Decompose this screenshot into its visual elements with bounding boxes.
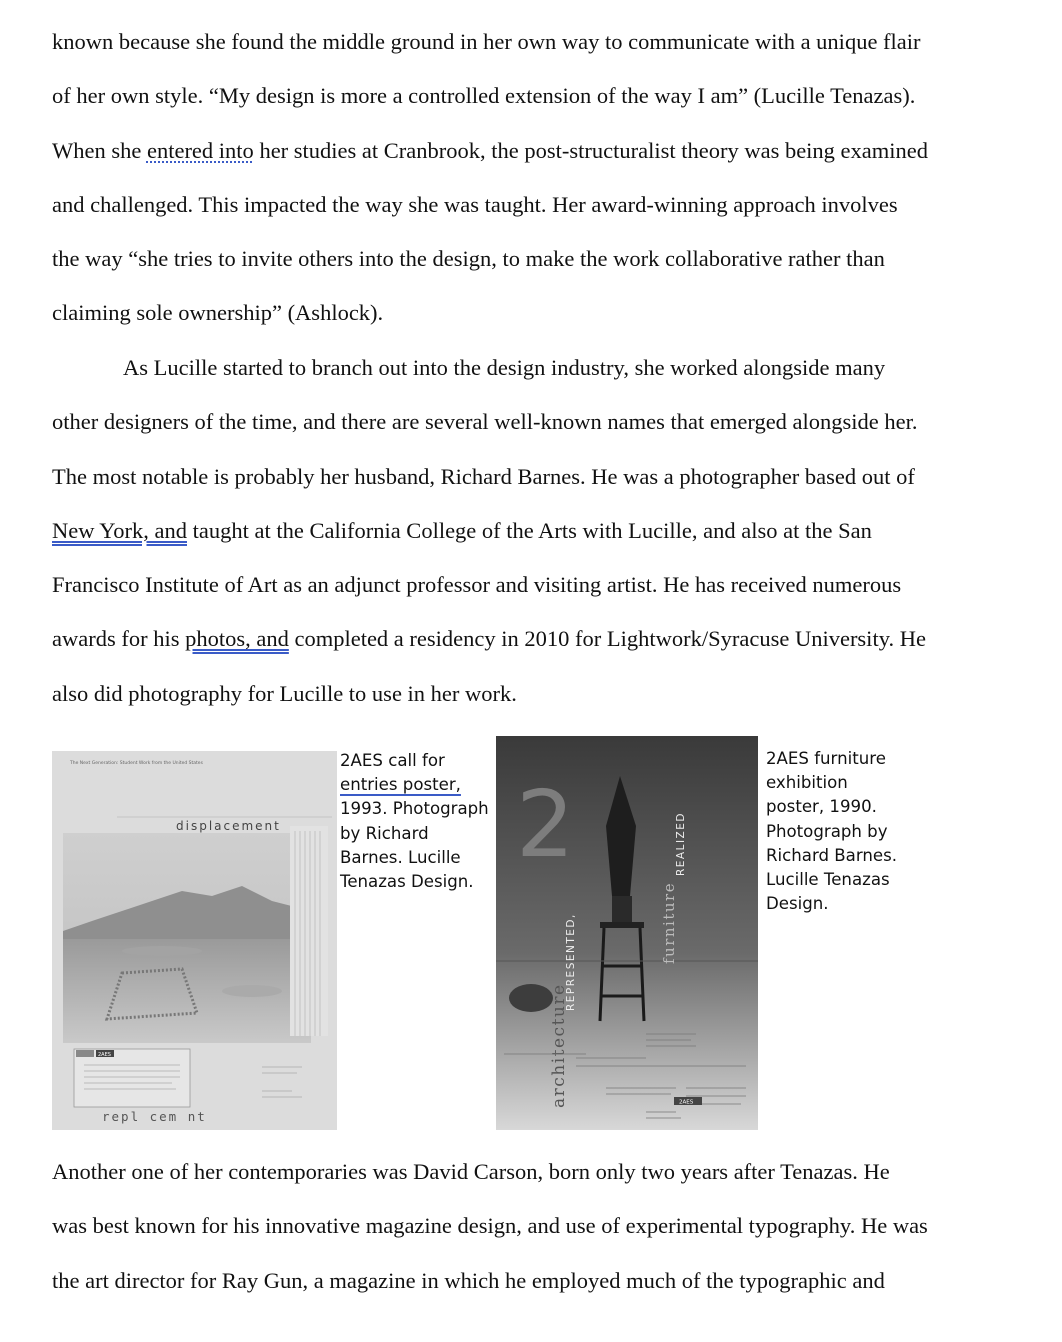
grammar-flag[interactable]: entered into — [146, 137, 254, 163]
caption-line: Tenazas Design. — [340, 872, 474, 892]
caption-line: 2AES furniture — [766, 749, 886, 768]
text-line: claiming sole ownership” (Ashlock). — [52, 300, 384, 326]
poster-image-furniture — [496, 736, 758, 1130]
text-line: other designers of the time, and there are several well-known names that emerged alongside her. — [52, 409, 918, 435]
text-line: and challenged. This impacted the way she was taught. Her award-winning approach involves — [52, 191, 898, 217]
caption-line: Lucille Tenazas — [766, 870, 890, 890]
caption-line: Barnes. Lucille — [340, 847, 461, 867]
text-line: New York, and taught at the California College of the Arts with Lucille, and also at the San — [52, 517, 872, 543]
poster-badge-2aes: 2AES — [679, 1099, 694, 1106]
text-line: Francisco Institute of Art as an adjunct professor and visiting artist. He has received numerous — [52, 572, 902, 598]
poster-header-text: The Next Generation: Student Work from the United States — [70, 761, 203, 766]
poster-image-displacement — [52, 751, 337, 1130]
poster-word-replacement: repl cem nt — [102, 1109, 207, 1124]
caption-line: poster, 1990. — [766, 797, 877, 817]
poster-badge-2aes: 2AES — [98, 1052, 111, 1058]
poster-word-displacement: displacement — [176, 819, 281, 833]
poster-illustration — [496, 736, 758, 1130]
caption-line: 1993. Photograph — [340, 799, 489, 819]
text-line: Another one of her contemporaries was David Carson, born only two years after Tenazas. He — [52, 1159, 890, 1184]
text-line: of her own style. “My design is more a controlled extension of the way I am” (Lucille Tenazas). — [52, 83, 916, 109]
caption-line: 2AES call for — [340, 751, 445, 770]
grammar-flag[interactable]: New York, and — [52, 517, 187, 543]
poster-word-realized: REALIZED — [675, 812, 687, 876]
figure-caption-2 — [766, 747, 906, 916]
text-line: the art director for Ray Gun, a magazine in which he employed much of the typographic and — [52, 1267, 885, 1293]
poster-numeral: 2 — [516, 771, 575, 878]
poster-illustration — [52, 751, 337, 1130]
caption-line: Richard Barnes. — [766, 845, 898, 865]
text-line: As Lucille started to branch out into the design industry, she worked alongside many — [123, 355, 886, 380]
text-line: awards for his photos, and completed a residency in 2010 for Lightwork/Syracuse University. He — [52, 626, 926, 652]
text-line: The most notable is probably her husband, Richard Barnes. He was a photographer based out of — [52, 463, 915, 489]
poster-word-represented: REPRESENTED, — [565, 913, 577, 1011]
text-line: was best known for his innovative magazine design, and use of experimental typography. He was — [52, 1213, 928, 1239]
caption-line: exhibition — [766, 773, 848, 793]
caption-line: by Richard — [340, 823, 429, 843]
paragraph-2 — [52, 341, 982, 721]
text-line: also did photography for Lucille to use in her work. — [52, 680, 517, 706]
caption-line: Design. — [766, 894, 829, 914]
text-line: When she entered into her studies at Cranbrook, the post-structuralist theory was being examined — [52, 137, 929, 163]
text-line: known because she found the middle ground in her own way to communicate with a unique flair — [52, 29, 921, 54]
poster-word-architecture: architecture — [549, 983, 569, 1108]
caption-line: Photograph by — [766, 821, 888, 841]
paragraph-3 — [52, 1145, 982, 1308]
poster-word-furniture: furniture — [660, 881, 678, 964]
figure-caption-1 — [340, 749, 490, 894]
caption-line: entries poster, — [340, 775, 461, 795]
text-line: the way “she tries to invite others into the design, to make the work collaborative rather than — [52, 246, 885, 272]
grammar-flag[interactable]: photos, and — [185, 626, 289, 652]
paragraph-1 — [52, 15, 982, 341]
